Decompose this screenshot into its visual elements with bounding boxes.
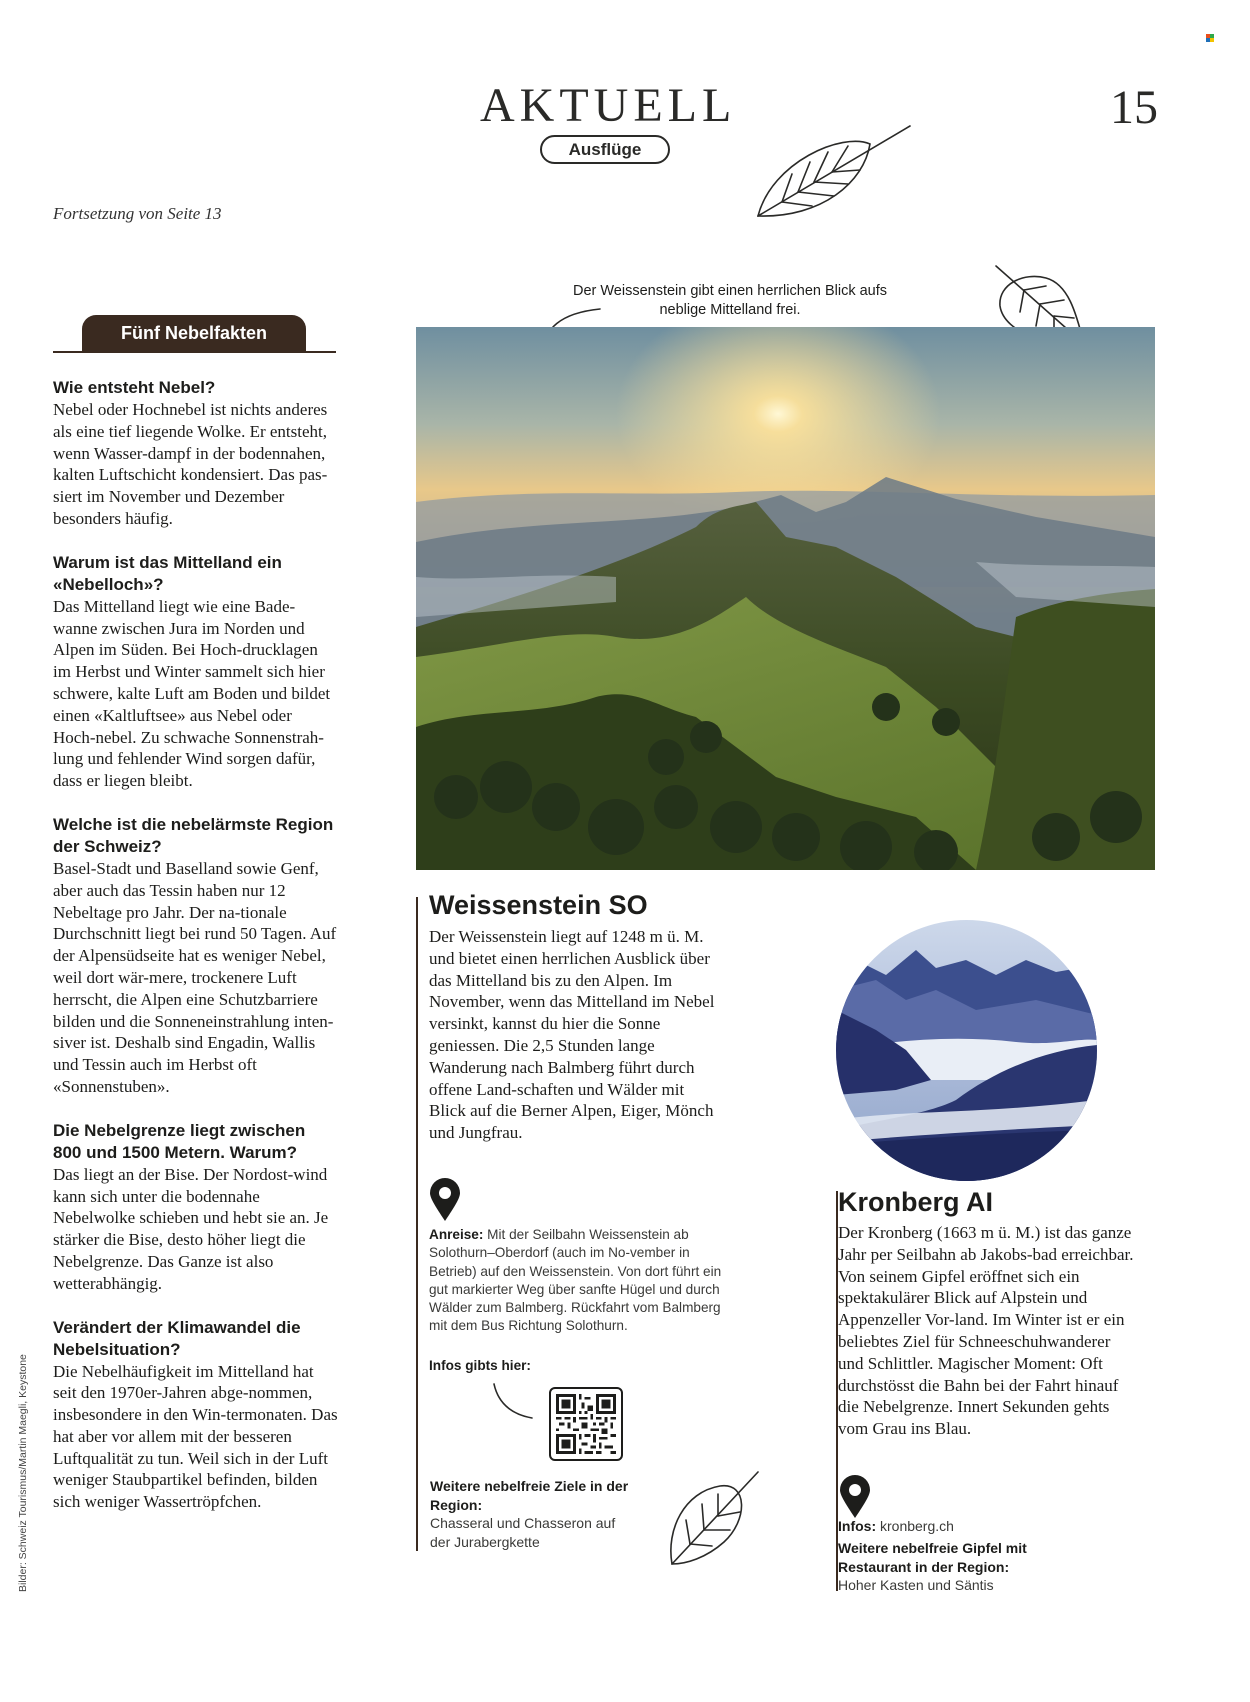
facts-tab: Fünf Nebelfakten bbox=[82, 315, 306, 352]
fact-answer: Das Mittelland liegt wie eine Bade-wanne zwischen Jura im Norden und Alpen im Süden. Bei Hoch-drucklagen im Herbst und Winter sammelt sich hier schwere, kalte Luft am Boden und bildet einen «Kaltluftsee» aus Nebel oder Hoch-nebel. Zu schwache Sonnenstrah-lung und fehlender Wind sorgen dafür, dass er liegen bleibt. bbox=[53, 596, 331, 791]
arrival-label: Anreise: bbox=[429, 1227, 484, 1242]
continuation-note: Fortsetzung von Seite 13 bbox=[53, 204, 222, 223]
fact-answer: Die Nebelhäufigkeit im Mittelland hat seit den 1970er-Jahren abge-nommen, insbesondere in den Win-termonaten. Das hat aber vor allem mit der besseren Luftqualität zu tun. Weil sich in der Luft weniger Staubpartikel befinden, bilden sich weniger Wassertröpfchen. bbox=[53, 1361, 338, 1512]
weissenstein-heading: Weissenstein SO bbox=[429, 890, 648, 920]
fact-question: Verändert der Klimawandel die Nebelsituation? bbox=[53, 1317, 301, 1359]
kronberg-website-link[interactable]: kronberg.ch bbox=[876, 1518, 954, 1534]
kronberg-more-text: Hoher Kasten und Säntis bbox=[838, 1577, 994, 1593]
weissenstein-body: Der Weissenstein liegt auf 1248 m ü. M. und bietet einen herrlichen Ausblick über das Mittelland bis zu den Alpen. Im November, wenn das Mittelland im Nebel versinkt, kannst du hier die Sonne geniessen. Die 2,5 Stunden lange Wanderung nach Balmberg führt durch offene Land-schaften und Wälder mit Blick auf die Berner Alpen, Eiger, Mönch und Jungfrau. bbox=[429, 927, 715, 1143]
kronberg-infos-label: Infos: bbox=[838, 1518, 877, 1534]
kronberg-more-peaks bbox=[838, 1539, 1098, 1595]
page-number: 15 bbox=[1110, 81, 1158, 134]
fact-question: Welche ist die nebelärmste Region der Schweiz? bbox=[53, 814, 334, 856]
weissenstein-divider bbox=[416, 897, 418, 1551]
fact-answer: Nebel oder Hochnebel ist nichts anderes als eine tief liegende Wolke. Er entsteht, wenn Wasser-dampf in der bodennahen, kalten Luftschicht kondensiert. Das pas-siert im November und Dezember besonders häufig. bbox=[53, 400, 328, 528]
kronberg-infos bbox=[838, 1518, 954, 1534]
fact-question: Die Nebelgrenze liegt zwischen 800 und 1500 Metern. Warum? bbox=[53, 1120, 306, 1162]
weissenstein-landscape-photo bbox=[416, 327, 1155, 870]
location-pin-icon bbox=[839, 1475, 871, 1519]
photo-caption: Der Weissenstein gibt einen herrlichen Blick aufs neblige Mittelland frei. bbox=[572, 283, 888, 318]
kronberg-heading: Kronberg AI bbox=[838, 1187, 993, 1217]
fact-question: Wie entsteht Nebel? bbox=[53, 378, 216, 397]
kronberg-photo bbox=[836, 920, 1097, 1181]
fact-item bbox=[53, 377, 338, 530]
weissenstein-more-destinations bbox=[430, 1477, 630, 1551]
section-badge: Ausflüge bbox=[540, 135, 670, 164]
qr-code[interactable] bbox=[549, 1387, 623, 1461]
fact-item bbox=[53, 814, 338, 1098]
print-color-marks bbox=[1206, 34, 1214, 42]
fact-item bbox=[53, 552, 338, 792]
leaf-icon bbox=[664, 1470, 762, 1568]
more-text: Chasseral und Chasseron auf der Jurabergkette bbox=[430, 1515, 616, 1550]
location-pin-icon bbox=[429, 1178, 461, 1222]
fact-item bbox=[53, 1120, 338, 1295]
arrival-text: Mit der Seilbahn Weissenstein ab Solothurn–Oberdorf (auch im No-vember in Betrieb) auf den Weissenstein. Von dort führt ein gut markierter Weg über sanfte Hügel und durch Wälder zum Balmberg. Rückfahrt vom Balmberg mit dem Bus Richtung Solothurn. bbox=[429, 1227, 722, 1334]
weissenstein-arrival bbox=[429, 1226, 724, 1336]
fact-question: Warum ist das Mittelland ein «Nebelloch»? bbox=[53, 552, 282, 594]
kronberg-body: Der Kronberg (1663 m ü. M.) ist das ganze Jahr per Seilbahn ab Jakobs-bad erreichbar. Von seinem Gipfel eröffnet sich ein spektakulärer Blick auf Alpstein und Appenzeller Vor-land. Im Winter ist er ein beliebtes Ziel für Schneeschuhwanderer und Schlittler. Magischer Moment: Oft durchstösst die Bahn bei der Fahrt hinauf die Nebelgrenze. Innert Sekunden gehts vom Grau ins Blau. bbox=[838, 1223, 1134, 1439]
kronberg-more-label: Weitere nebelfreie Gipfel mit Restaurant in der Region: bbox=[838, 1540, 1027, 1575]
photo-credit: Bilder: Schweiz Tourismus/Martin Maegli, Keystone bbox=[17, 1354, 29, 1592]
fact-answer: Das liegt an der Bise. Der Nordost-wind kann sich unter die bodennahe Nebelwolke schieben und hebt sie an. Je stärker die Bise, desto höher liegt die Nebelgrenze. Das Ganze ist also wetterabhängig. bbox=[53, 1164, 329, 1293]
facts-divider bbox=[53, 351, 336, 353]
infos-label: Infos gibts hier: bbox=[429, 1358, 531, 1373]
more-label: Weitere nebelfreie Ziele in der Region: bbox=[430, 1478, 629, 1513]
facts-list bbox=[53, 377, 338, 1535]
leaf-icon bbox=[752, 122, 914, 222]
qr-pointer bbox=[492, 1382, 536, 1422]
qr-code-pattern bbox=[556, 1394, 616, 1454]
page-title: AKTUELL bbox=[480, 79, 737, 132]
fact-answer: Basel-Stadt und Baselland sowie Genf, aber auch das Tessin haben nur 12 Nebeltage pro Jahr. Der na-tionale Durchschnitt liegt bei rund 50 Tagen. Auf der Alpensüdseite hat es weniger Nebel, weil dort wär-mere, trockenere Luft herrscht, die Alpen eine Schutzbarriere bilden und die Sonneneinstrahlung inten-siver ist. Deshalb sind Engadin, Wallis und Tessin auch im Herbst oft «Sonnenstuben». bbox=[53, 858, 337, 1096]
fact-item bbox=[53, 1317, 338, 1514]
